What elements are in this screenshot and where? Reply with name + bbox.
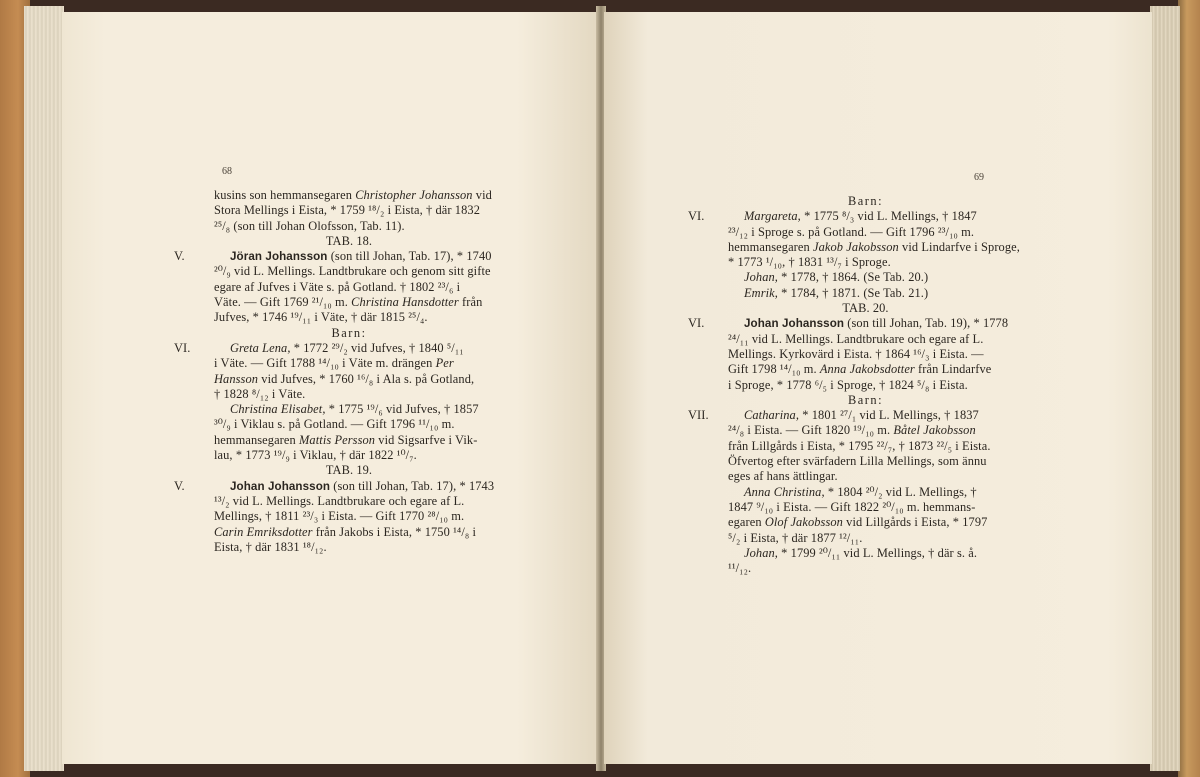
- text-segment: Gift 1798 ¹⁴/₁₀ m.: [728, 362, 820, 377]
- text-line: [728, 378, 1003, 393]
- text-line: [214, 402, 484, 417]
- entry-name: Johan Johansson: [744, 317, 845, 331]
- text-line: [728, 270, 1003, 285]
- page-edges-left: [24, 6, 64, 771]
- right-page-text: [688, 194, 1020, 576]
- text-segment: egaren: [728, 515, 765, 530]
- text-segment: Barn:: [847, 194, 884, 208]
- generation-number: V.: [174, 249, 185, 264]
- text-segment: i Sproge, * 1778 ⁶/₅ i Sproge, † 1824 ⁵/₈ i Eista.: [728, 377, 968, 392]
- text-line: [214, 525, 484, 540]
- text-line: [728, 347, 1003, 362]
- book-cover-right: [1178, 0, 1200, 777]
- text-line: [728, 332, 1003, 347]
- text-segment: från Jakobs i Eista, * 1750 ¹⁴/₈ i: [312, 524, 477, 539]
- text-segment: i Väte. — Gift 1788 ¹⁴/₁₀ i Väte m. drängen: [214, 356, 436, 371]
- text-line: [728, 546, 1003, 561]
- text-segment: egare af Jufves i Väte s. på Gotland. † 1802 ²³/₆ i: [214, 279, 461, 294]
- person-name: Greta Lena,: [230, 340, 291, 355]
- text-segment: * 1775 ⁸/₃ vid L. Mellings, † 1847: [800, 209, 977, 224]
- text-line: [728, 454, 1003, 469]
- person-name: Christina Elisabet,: [230, 402, 326, 417]
- person-name: Per: [435, 356, 454, 371]
- text-line: [214, 295, 484, 310]
- text-segment: † 1828 ⁸/₁₂ i Väte.: [214, 386, 306, 401]
- text-segment: (son till Johan, Tab. 17), * 1740: [327, 249, 492, 264]
- text-line: [174, 478, 495, 494]
- text-segment: Barn:: [331, 325, 367, 340]
- text-line: [728, 500, 1003, 515]
- text-segment: ²⁴/₈ i Eista. — Gift 1820 ¹⁹/₁₀ m.: [728, 423, 894, 438]
- text-line: [688, 209, 1003, 224]
- text-line: [688, 316, 1009, 331]
- text-segment: ¹³/₂ vid L. Mellings. Landtbrukare och egare af L.: [214, 493, 465, 508]
- text-segment: TAB. 19.: [325, 463, 373, 478]
- person-name: Catharina,: [744, 408, 800, 423]
- text-segment: ³⁰/₉ i Viklau s. på Gotland. — Gift 1796 ¹¹/₁₀ m.: [214, 417, 455, 432]
- text-segment: eges af hans ättlingar.: [728, 469, 838, 484]
- text-line: [728, 439, 1003, 454]
- text-segment: * 1775 ¹⁹/₆ vid Jufves, † 1857: [325, 402, 479, 417]
- text-segment: från Lindarfve: [914, 362, 992, 377]
- text-line: [174, 340, 484, 356]
- text-segment: * 1778, † 1864. (Se Tab. 20.): [777, 270, 929, 285]
- text-segment: * 1784, † 1871. (Se Tab. 21.): [777, 285, 929, 300]
- entry-name: Jöran Johansson: [230, 250, 328, 264]
- text-segment: (son till Johan, Tab. 19), * 1778: [844, 316, 1009, 331]
- text-segment: ²⁵/₈ (son till Johan Olofsson, Tab. 11).: [214, 218, 405, 233]
- section-heading: [214, 463, 484, 478]
- text-segment: vid: [472, 188, 492, 202]
- text-segment: Eista, † där 1831 ¹⁸/₁₂.: [214, 539, 327, 554]
- page-number-right: 69: [974, 172, 984, 183]
- section-heading: [728, 194, 1003, 209]
- text-segment: 1847 ⁹/₁₀ i Eista. — Gift 1822 ²⁰/₁₀ m. hemmans-: [728, 499, 976, 514]
- text-segment: från: [458, 295, 483, 310]
- text-line: [728, 239, 1020, 255]
- text-line: [728, 423, 1003, 438]
- text-segment: Mellings. Kyrkovärd i Eista. † 1864 ¹⁶/₃ i Eista. —: [728, 346, 984, 361]
- text-segment: lau, * 1773 ¹⁹/₉ i Viklau, † där 1822 ¹⁰/₇.: [214, 448, 417, 463]
- text-segment: * 1804 ²⁰/₂ vid L. Mellings, †: [824, 484, 977, 499]
- text-segment: TAB. 18.: [325, 233, 373, 248]
- text-segment: ²⁰/₉ vid L. Mellings. Landtbrukare och genom sitt gifte: [214, 264, 491, 279]
- section-heading: [214, 234, 484, 249]
- text-segment: ¹¹/₁₂.: [728, 561, 752, 576]
- person-name: Hansson: [214, 371, 259, 386]
- text-line: [728, 485, 1003, 500]
- person-name: Olof Jakobsson: [764, 515, 843, 530]
- text-line: [728, 515, 1003, 530]
- text-segment: Mellings, † 1811 ²³/₃ i Eista. — Gift 1770 ²⁸/₁₀ m.: [214, 509, 465, 524]
- person-name: Emrik,: [744, 285, 778, 300]
- page-number-left: 68: [222, 166, 232, 177]
- person-name: Anna Jakobsdotter: [819, 362, 915, 377]
- person-name: Anna Christina,: [744, 484, 825, 499]
- text-segment: * 1772 ²⁹/₂ vid Jufves, † 1840 ⁵/₁₁: [290, 340, 464, 355]
- text-segment: Väte. — Gift 1769 ²¹/₁₀ m.: [214, 295, 352, 310]
- text-segment: Jufves, * 1746 ¹⁹/₁₁ i Väte, † där 1815 ²⁵/₄.: [214, 310, 428, 325]
- text-segment: * 1799 ²⁰/₁₁ vid L. Mellings, † där s. å.: [777, 545, 978, 560]
- text-segment: hemmansegaren: [728, 239, 814, 254]
- text-line: [214, 203, 484, 218]
- text-segment: vid Sigsarfve i Vik-: [375, 432, 478, 447]
- text-segment: * 1773 ¹/₁₀, † 1831 ¹³/₇ i Sproge.: [728, 255, 891, 270]
- text-line: [214, 433, 484, 448]
- section-heading: [728, 393, 1003, 408]
- person-name: Christina Hansdotter: [351, 295, 459, 310]
- person-name: Båtel Jakobsson: [893, 423, 976, 438]
- text-segment: vid Lillgårds i Eista, * 1797: [842, 515, 988, 530]
- text-line: [214, 417, 484, 432]
- section-heading: [728, 301, 1003, 316]
- text-line: [174, 249, 492, 264]
- person-name: Christopher Johansson: [355, 188, 473, 202]
- text-segment: Barn:: [847, 392, 884, 407]
- text-line: [214, 387, 484, 402]
- text-segment: hemmansegaren: [214, 432, 300, 447]
- text-line: [214, 280, 484, 295]
- right-page: [604, 12, 1152, 764]
- text-line: [214, 219, 484, 234]
- text-line: [214, 448, 484, 463]
- person-name: Johan,: [744, 545, 778, 560]
- text-segment: vid Jufves, * 1760 ¹⁶/₈ i Ala s. på Gotland,: [258, 371, 475, 386]
- text-line: [214, 310, 484, 325]
- text-segment: * 1801 ²⁷/₁ vid L. Mellings, † 1837: [799, 408, 979, 423]
- text-segment: från Lillgårds i Eista, * 1795 ²²/₇, † 1873 ²²/₅ i Eista.: [728, 438, 991, 453]
- text-line: [728, 286, 1003, 301]
- text-line: [728, 255, 1003, 270]
- text-line: [214, 264, 491, 279]
- person-name: Jakob Jakobsson: [813, 239, 899, 254]
- text-line: [214, 540, 484, 555]
- text-segment: Öfvertog efter svärfadern Lilla Mellings, som ännu: [728, 454, 987, 469]
- text-line: [728, 469, 1003, 484]
- generation-number: VI.: [174, 340, 191, 355]
- text-line: [214, 356, 484, 371]
- left-page: [62, 12, 598, 764]
- section-heading: [214, 326, 484, 341]
- entry-name: Johan Johansson: [230, 479, 331, 493]
- generation-number: V.: [174, 478, 185, 493]
- text-line: [728, 225, 1003, 240]
- generation-number: VI.: [688, 209, 705, 224]
- text-line: [214, 494, 484, 509]
- text-segment: ²³/₁₂ i Sproge s. på Gotland. — Gift 1796 ²³/₁₀ m.: [728, 224, 975, 239]
- text-line: [728, 362, 1003, 377]
- text-line: [214, 509, 484, 524]
- text-line: [728, 531, 1003, 546]
- left-page-text: [174, 188, 495, 555]
- text-line: [214, 188, 492, 203]
- text-segment: ²⁴/₁₁ vid L. Mellings. Landtbrukare och egare af L.: [728, 331, 984, 346]
- text-line: [688, 408, 1003, 423]
- person-name: Mattis Persson: [299, 432, 376, 447]
- text-segment: ⁵/₂ i Eista, † där 1877 ¹²/₁₁.: [728, 530, 863, 545]
- generation-number: VI.: [688, 316, 705, 331]
- text-line: [214, 372, 484, 387]
- text-segment: kusins son hemmansegaren: [214, 188, 356, 202]
- person-name: Margareta,: [744, 209, 801, 224]
- text-segment: TAB. 20.: [842, 301, 889, 316]
- page-edges-right: [1150, 6, 1180, 771]
- text-segment: Stora Mellings i Eista, * 1759 ¹⁸/₂ i Eista, † där 1832: [214, 203, 480, 218]
- generation-number: VII.: [688, 408, 709, 423]
- person-name: Johan,: [744, 270, 778, 285]
- person-name: Carin Emriksdotter: [214, 524, 313, 539]
- text-segment: (son till Johan, Tab. 17), * 1743: [330, 478, 495, 493]
- text-segment: vid Lindarfve i Sproge,: [898, 239, 1020, 254]
- text-line: [728, 561, 1003, 576]
